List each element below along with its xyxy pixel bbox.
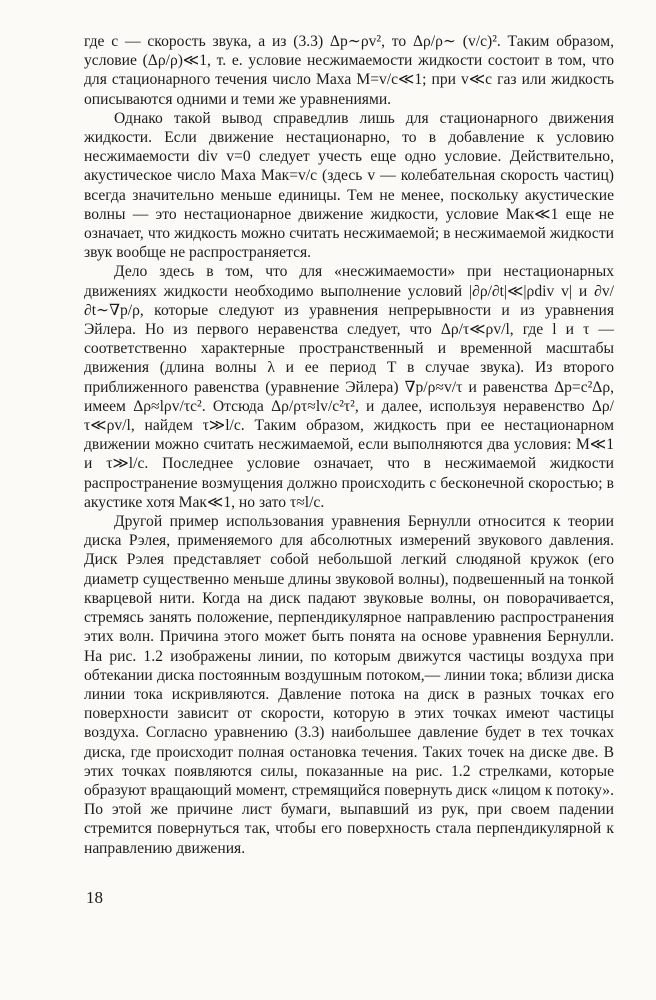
paragraph-4: Другой пример использования уравнения Бернулли относится к теории диска Рэлея, применяемого для абсолютных измерений звукового давления. Диск Рэлея представляет собой небольшой легкий слюдяной кружок (его диаметр существенно меньше длины звуковой волны), подвешенный на тонкой кварцевой нити. Когда на диск падают звуковые волны, он поворачивается, стремясь занять положение, перпендикулярное направлению распространения этих волн. Причина этого может быть понята на основе уравнения Бернулли. На рис. 1.2 изображены линии, по которым движутся частицы воздуха при обтекании диска постоянным воздушным потоком,— линии тока; вблизи диска линии тока искривляются. Давление потока на диск в разных точках его поверхности зависит от скорости, которую в этих точках имеют частицы воздуха. Согласно уравнению (3.3) наибольшее давление будет в тех точках диска, где происходит полная остановка течения. Таких точек на диске две. В этих точках появляются силы, показанные на рис. 1.2 стрелками, которые образуют вращающий момент, стремящийся повернуть диск «лицом к потоку». По этой же причине лист бумаги, выпавший из рук, при своем падении стремится повернуться так, чтобы его поверхность стала перпендикулярной к направлению движения. (84, 513, 614, 857)
page-number: 18 (86, 888, 103, 907)
body-text (84, 32, 614, 858)
paragraph-3: Дело здесь в том, что для «несжимаемости» при нестационарных движениях жидкости необходимо выполнение условий |∂ρ/∂t|≪|ρdiv v| и ∂v/∂t∼∇p/ρ, которые следуют из уравнения непрерывности и из уравнения Эйлера. Но из первого неравенства следует, что Δρ/τ≪ρv/l, где l и τ — соответственно характерные пространственный и временной масштабы движения (длина волны λ и ее период T в случае звука). Из второго приближенного равенства (уравнение Эйлера) ∇p/ρ≈v/τ и равенства Δp=c²Δρ, имеем Δρ≈lρv/τc². Отсюда Δρ/ρτ≈lv/c²τ², и далее, используя неравенство Δρ/τ≪ρv/l, найдем τ≫l/c. Таким образом, жидкость при ее нестационарном движении можно считать несжимаемой, если выполняются два условия: M≪1 и τ≫l/c. Последнее условие означает, что в несжимаемой жидкости распространение возмущения должно происходить с бесконечной скоростью; в акустике хотя Mак≪1, но зато τ≈l/c. (84, 263, 614, 511)
paragraph-1: где c — скорость звука, а из (3.3) Δp∼ρv², то Δρ/ρ∼ (v/c)². Таким образом, условие (Δρ/ρ)≪1, т. е. условие несжимаемости жидкости состоит в том, что для стационарного течения число Маха M=v/c≪1; при v≪c газ или жидкость описываются одними и теми же уравнениями. (84, 33, 614, 108)
paragraph-2: Однако такой вывод справедлив лишь для стационарного движения жидкости. Если движение нестационарно, то в добавление к условию несжимаемости div v=0 следует учесть еще одно условие. Действительно, акустическое число Маха Mак=v/c (здесь v — колебательная скорость частиц) всегда значительно меньше единицы. Тем не менее, поскольку акустические волны — это нестационарное движение жидкости, условие Mак≪1 еще не означает, что жидкость можно считать несжимаемой; в несжимаемой жидкости звук вообще не распространяется. (84, 109, 614, 262)
